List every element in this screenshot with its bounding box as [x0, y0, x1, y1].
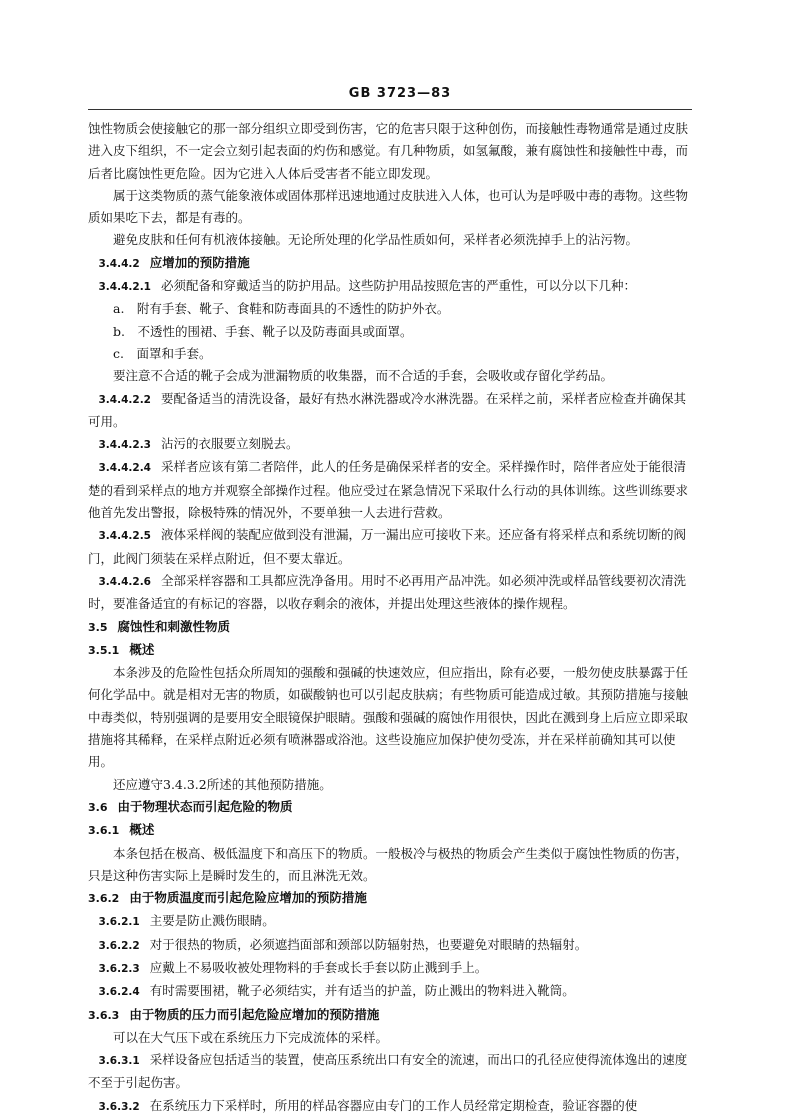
clause — [88, 980, 694, 1003]
clause-number: 3.4.4.2.5 — [98, 530, 151, 543]
clause-text: 有时需要围裙，靴子必须结实，并有适当的护盖，防止溅出的物料进入靴筒。 — [149, 983, 575, 999]
section-title: 由于物理状态而引起危险的物质 — [117, 798, 293, 814]
clause-title: 应增加的预防措施 — [149, 254, 250, 270]
clause — [88, 456, 694, 524]
section-number: 3.6.2 — [88, 892, 120, 906]
section-title: 概述 — [129, 641, 155, 657]
section-heading — [88, 796, 694, 819]
clause — [88, 934, 694, 957]
clause-text: 在系统压力下采样时，所用的样品容器应由专门的工作人员经常定期检查，验证容器的使 — [149, 1097, 638, 1113]
paragraph: 本条包括在极高、极低温度下和高压下的物质。一般极冷与极热的物质会产生类似于腐蚀性物质的伤害，只是这种伤害实际上是瞬时发生的，而且淋洗无效。 — [88, 845, 689, 883]
clause-text: 采样者应该有第二者陪伴，此人的任务是确保采样者的安全。采样操作时，陪伴者应处于能很清楚的看到采样点的地方并观察全部操作过程。他应受过在紧急情况下采取什么行动的具体训练。这些训练要求他首先发出警报，除极特殊的情况外，不要单独一人去进行营救。 — [88, 459, 689, 521]
clause — [88, 957, 694, 980]
clause-number: 3.6.2.4 — [98, 986, 140, 999]
clause — [88, 570, 694, 616]
clause-text: 对于很热的物质，必须遮挡面部和颈部以防辐射热，也要避免对眼睛的热辐射。 — [149, 936, 588, 952]
clause-number: 3.4.4.2 — [98, 257, 140, 270]
clause-text: 沾污的衣服要立刻脱去。 — [161, 436, 299, 452]
section-heading — [88, 616, 694, 639]
list-item: b. 不透性的围裙、手套、靴子以及防毒面具或面罩。 — [113, 323, 413, 339]
section-heading — [88, 639, 694, 662]
paragraph: 还应遵守3.4.3.2所述的其他预防措施。 — [113, 776, 332, 792]
clause-text: 应戴上不易吸收被处理物料的手套或长手套以防止溅到手上。 — [149, 959, 488, 975]
clause — [88, 275, 694, 298]
clause — [88, 388, 694, 434]
clause-text: 全部采样容器和工具都应洗净备用。用时不必再用产品冲洗。如必须冲洗或样品管线要初次清洗时，要准备适宜的有标记的容器，以收存剩余的液体，并提出处理这些液体的操作规程。 — [88, 572, 687, 612]
clause-number: 3.4.4.2.6 — [98, 575, 151, 588]
section-number: 3.5 — [88, 620, 108, 634]
paragraph: 要注意不合适的靴子会成为泄漏物质的收集器，而不合适的手套，会吸收或存留化学药品。 — [113, 368, 614, 384]
section-title: 由于物质温度而引起危险应增加的预防措施 — [129, 890, 367, 906]
header-rule — [88, 109, 692, 110]
clause — [88, 1049, 694, 1095]
section-number: 3.6.1 — [88, 824, 120, 838]
clause-text: 主要是防止溅伤眼睛。 — [149, 913, 275, 929]
section-number: 3.5.1 — [88, 643, 120, 657]
section-title: 概述 — [129, 822, 155, 838]
section-heading — [88, 1004, 694, 1027]
clause-text: 必须配备和穿戴适当的防护用品。这些防护用品按照危害的严重性，可以分以下几种： — [161, 278, 637, 294]
list-item: c. 面罩和手套。 — [113, 345, 212, 361]
clause — [88, 433, 694, 456]
section-title: 腐蚀性和刺激性物质 — [117, 618, 231, 634]
clause — [88, 1095, 694, 1118]
clause-number: 3.6.2.1 — [98, 916, 140, 929]
list-item: a. 附有手套、靴子、食鞋和防毒面具的不透性的防护外衣。 — [113, 301, 450, 317]
clause-number: 3.4.4.2.3 — [98, 439, 151, 452]
paragraph: 蚀性物质会使接触它的那一部分组织立即受到伤害，它的危害只限于这种创伤，而接触性毒物通常是通过皮肤进入皮下组织，不一定会立刻引起表面的灼伤和感觉。有几种物质，如氢氟酸，兼有腐蚀性和接触性中毒，而后者比腐蚀性更危险。因为它进入人体后受害者不能立即发现。 — [88, 121, 689, 181]
clause-text: 要配备适当的清洗设备，最好有热水淋洗器或冷水淋洗器。在采样之前，采样者应检查并确保其可用。 — [88, 390, 687, 429]
section-title: 由于物质的压力而引起危险应增加的预防措施 — [129, 1006, 380, 1022]
clause-number: 3.6.3.2 — [98, 1100, 140, 1113]
clause-number: 3.4.4.2.2 — [98, 393, 151, 406]
clause-number: 3.4.4.2.4 — [98, 462, 151, 475]
clause-text: 液体采样阀的装配应做到没有泄漏，万一漏出应可接收下来。还应备有将采样点和系统切断的阀门，此阀门须装在采样点附近，但不要太靠近。 — [88, 527, 687, 566]
paragraph: 属于这类物质的蒸气能象液体或固体那样迅速地通过皮肤进入人体，也可认为是呼吸中毒的毒物。这些物质如果吃下去，都是有毒的。 — [88, 187, 689, 226]
clause — [88, 910, 694, 933]
clause-number: 3.6.3.1 — [98, 1055, 140, 1068]
document-body — [88, 118, 694, 1118]
clause-text: 采样设备应包括适当的装置，使高压系统出口有安全的流速，而出口的孔径应使得流体逸出的速度不至于引起伤害。 — [88, 1052, 688, 1091]
clause — [88, 524, 694, 570]
section-number: 3.6 — [88, 800, 108, 814]
paragraph: 避免皮肤和任何有机液体接触。无论所处理的化学品性质如何，采样者必须洗掉手上的沾污物。 — [113, 232, 639, 248]
paragraph: 可以在大气压下或在系统压力下完成流体的采样。 — [113, 1029, 389, 1045]
section-heading — [88, 887, 694, 910]
page-header: GB 3723—83 — [348, 86, 452, 101]
section-number: 3.6.3 — [88, 1008, 120, 1022]
clause-number: 3.6.2.3 — [98, 962, 140, 975]
clause — [88, 252, 694, 275]
section-heading — [88, 819, 694, 842]
clause-number: 3.4.4.2.1 — [98, 281, 151, 294]
paragraph: 本条涉及的危险性包括众所周知的强酸和强碱的快速效应，但应指出，除有必要，一般勿使皮肤暴露于任何化学品中。就是相对无害的物质，如碳酸钠也可以引起皮肤病；有些物质可能造成过敏。其预防措施与接触中毒类似，特别强调的是要用安全眼镜保护眼睛。强酸和强碱的腐蚀作用很快，因此在溅到身上后应立即采取措施将其稀释，在采样点附近必须有喷淋器或浴池。这些设施应加保护使勿受冻，并在采样前确知其可以使用。 — [88, 665, 689, 770]
clause-number: 3.6.2.2 — [98, 939, 140, 952]
